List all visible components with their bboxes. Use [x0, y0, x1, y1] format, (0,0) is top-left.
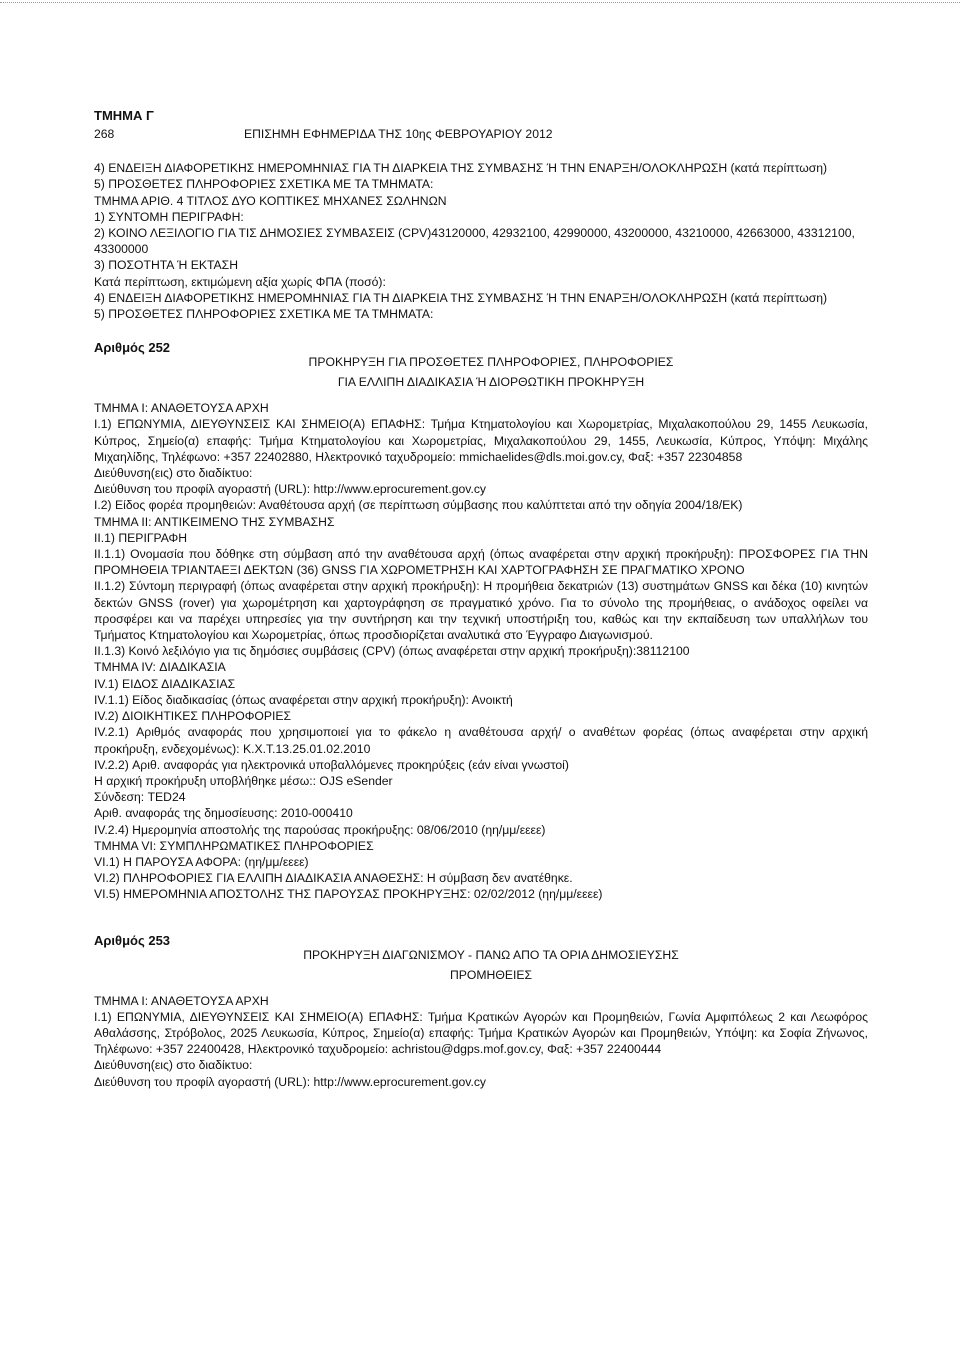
gazette-title: ΕΠΙΣΗΜΗ ΕΦΗΜΕΡΙΔΑ ΤΗΣ 10ης ΦΕΒΡΟΥΑΡΙΟΥ 2012 — [244, 127, 553, 142]
notice-title-line: ΠΡΟΚΗΡΥΞΗ ΔΙΑΓΩΝΙΣΜΟΥ - ΠΑΝΩ ΑΠΟ ΤΑ ΟΡΙΑ ΔΗΜΟΣΙΕΥΣΗΣ — [303, 947, 679, 962]
text-line: Διεύθυνση του προφίλ αγοραστή (URL): http://www.eprocurement.gov.cy — [94, 482, 487, 497]
text-line: ΙΙ.1.3) Κοινό λεξιλόγιο για τις δημόσιες συμβάσεις (CPV) (όπως αναφέρεται στην αρχική προκήρυξη):38112100 — [94, 644, 690, 659]
notice-252-header — [94, 340, 868, 394]
text-line: ΤΜΗΜΑ IV: ΔΙΑΔΙΚΑΣΙΑ — [94, 660, 226, 675]
text-line: ΤΜΗΜΑ ΑΡΙΘ. 4 ΤΙΤΛΟΣ ΔΥΟ ΚΟΠΤΙΚΕΣ ΜΗΧΑΝΕΣ ΣΩΛΗΝΩΝ — [94, 193, 447, 208]
text-line: ΙΙ.1.2) Σύντομη περιγραφή (όπως αναφέρεται στην αρχική προκήρυξη): Η προμήθεια δεκατριών (13) συστημάτων GNSS και δέκα (10) κινητών δεκτών GNSS (rover) για χωρομέτρηση και χαρτογράφηση σε πραγματικό χρόνο. Για το σύνολο της προμήθειας, ο ανάδοχος οφείλει να προσφέρει και να παρέχει υπηρεσίες για την συντήρηση και την τεχνική υποστήριξη του, καθώς και την εκπαίδευση των υπαλλήλων του Τμήματος Κτηματολογίου και Χωρομετρίας, όπως προσδιορίζεται αναλυτικά στο Έγγραφο Διαγωνισμού. — [94, 579, 868, 643]
gazette-page — [94, 108, 868, 1090]
section-label: ΤΜΗΜΑ Γ — [94, 108, 154, 123]
notice-number: Αριθμός 252 — [94, 340, 171, 356]
text-line: Διεύθυνση(εις) στο διαδίκτυο: — [94, 1058, 253, 1073]
text-line: Σύνδεση: TED24 — [94, 790, 186, 805]
text-line: Αριθ. αναφοράς της δημοσίευσης: 2010-000410 — [94, 806, 353, 821]
text-line: 2) ΚΟΙΝΟ ΛΕΞΙΛΟΓΙΟ ΓΙΑ ΤΙΣ ΔΗΜΟΣΙΕΣ ΣΥΜΒΑΣΕΙΣ (CPV)43120000, 42932100, 42990000, 43200000, 43210000, 42663000, 43312100, 43300000 — [94, 226, 855, 257]
text-line: 5) ΠΡΟΣΘΕΤΕΣ ΠΛΗΡΟΦΟΡΙΕΣ ΣΧΕΤΙΚΑ ΜΕ ΤΑ ΤΜΗΜΑΤΑ: — [94, 177, 434, 192]
text-line: Ι.1) ΕΠΩΝΥΜΙΑ, ΔΙΕΥΘΥΝΣΕΙΣ ΚΑΙ ΣΗΜΕΙΟ(Α) ΕΠΑΦΗΣ: Τμήμα Κρατικών Αγορών και Προμηθειών, Γωνία Αμφιπόλεως 2 και Λεωφόρος Αθαλάσσης, Στρόβολος, 2025 Λευκωσία, Κύπρος, Σημείο(α) επαφής: Τμήμα Κρατικών Αγορών και Προμηθειών, Υπόψη: κα Σοφία Ζήνωνος, Τηλέφωνο: +357 22400428, Ηλεκτρονικό ταχυδρομείο: achristou@dgps.mof.gov.cy, Φαξ: +357 22400444 — [94, 1009, 868, 1057]
text-line: IV.1.1) Είδος διαδικασίας (όπως αναφέρεται στην αρχική προκήρυξη): Ανοικτή — [94, 692, 513, 707]
text-line: ΤΜΗΜΑ Ι: ΑΝΑΘΕΤΟΥΣΑ ΑΡΧΗ — [94, 401, 269, 416]
notice-title-line: ΠΡΟΜΗΘΕΙΕΣ — [449, 967, 533, 982]
text-line: 3) ΠΟΣΟΤΗΤΑ Ή ΕΚΤΑΣΗ — [94, 258, 239, 273]
notice-number: Αριθμός 253 — [94, 932, 171, 948]
scan-edge-artifact — [0, 2, 960, 7]
notice-title-line: ΠΡΟΚΗΡΥΞΗ ΓΙΑ ΠΡΟΣΘΕΤΕΣ ΠΛΗΡΟΦΟΡΙΕΣ, ΠΛΗΡΟΦΟΡΙΕΣ — [308, 355, 674, 370]
notice-252-body — [94, 400, 868, 902]
text-line: 1) ΣΥΝΤΟΜΗ ΠΕΡΙΓΡΑΦΗ: — [94, 209, 244, 224]
text-line: ΤΜΗΜΑ ΙΙ: ΑΝΤΙΚΕΙΜΕΝΟ ΤΗΣ ΣΥΜΒΑΣΗΣ — [94, 514, 335, 529]
text-line: VI.5) ΗΜΕΡΟΜΗΝΙΑ ΑΠΟΣΤΟΛΗΣ ΤΗΣ ΠΑΡΟΥΣΑΣ ΠΡΟΚΗΡΥΞΗΣ: 02/02/2012 (ηη/μμ/εεεε) — [94, 887, 603, 902]
text-line: 4) ΕΝΔΕΙΞΗ ΔΙΑΦΟΡΕΤΙΚΗΣ ΗΜΕΡΟΜΗΝΙΑΣ ΓΙΑ ΤΗ ΔΙΑΡΚΕΙΑ ΤΗΣ ΣΥΜΒΑΣΗΣ Ή ΤΗΝ ΕΝΑΡΞΗ/ΟΛΟΚΛΗΡΩΣΗ (κατά περίπτωση) — [94, 161, 828, 176]
notice-253-header — [94, 933, 868, 987]
page-header — [94, 126, 868, 144]
text-line: ΙΙ.1.1) Ονομασία που δόθηκε στη σύμβαση από την αναθέτουσα αρχή (όπως αναφέρεται στην αρχική προκήρυξη): ΠΡΟΣΦΟΡΕΣ ΓΙΑ ΤΗΝ ΠΡΟΜΗΘΕΙΑ ΤΡΙΑΝΤΑΕΞΙ ΔΕΚΤΩΝ (36) GNSS ΓΙΑ ΧΩΡΟΜΕΤΡΗΣΗ ΚΑΙ ΧΑΡΤΟΓΡΑΦΗΣΗ ΣΕ ΠΡΑΓΜΑΤΙΚΟ ΧΡΟΝΟ — [94, 547, 868, 578]
text-line: Διεύθυνση του προφίλ αγοραστή (URL): http://www.eprocurement.gov.cy — [94, 1074, 487, 1089]
text-line: Ι.2) Είδος φορέα προμηθειών: Αναθέτουσα αρχή (σε περίπτωση σύμβασης που καλύπτεται από την οδηγία 2004/18/ΕΚ) — [94, 498, 743, 513]
page-number: 268 — [94, 127, 115, 142]
text-line: Κατά περίπτωση, εκτιμώμενη αξία χωρίς ΦΠΑ (ποσό): — [94, 274, 386, 289]
text-line: IV.2.4) Ημερομηνία αποστολής της παρούσας προκήρυξης: 08/06/2010 (ηη/μμ/εεεε) — [94, 822, 546, 837]
notice-253-body — [94, 993, 868, 1090]
text-line: VI.1) Η ΠΑΡΟΥΣΑ ΑΦΟΡΑ: (ηη/μμ/εεεε) — [94, 854, 309, 869]
text-line: Διεύθυνση(εις) στο διαδίκτυο: — [94, 466, 253, 481]
text-line: Ι.1) ΕΠΩΝΥΜΙΑ, ΔΙΕΥΘΥΝΣΕΙΣ ΚΑΙ ΣΗΜΕΙΟ(Α) ΕΠΑΦΗΣ: Τμήμα Κτηματολογίου και Χωρομετρίας, Μιχαλακοπούλου 29, 1455 Λευκωσία, Κύπρος, Σημείο(α) επαφής: Τμήμα Κτηματολογίου και Χωρομετρίας, Μιχαλακοπούλου 29, 1455, Λευκωσία, Κύπρος, Υπόψη: Μιχάλης Μιχαηλίδης, Τηλέφωνο: +357 22402880, Ηλεκτρονικό ταχυδρομείο: mmichaelides@dls.moi.gov.cy, Φαξ: +357 22304858 — [94, 417, 868, 464]
text-line: ΙΙ.1) ΠΕΡΙΓΡΑΦΗ — [94, 530, 188, 545]
text-line: ΤΜΗΜΑ VI: ΣΥΜΠΛΗΡΩΜΑΤΙΚΕΣ ΠΛΗΡΟΦΟΡΙΕΣ — [94, 838, 374, 853]
text-line: 5) ΠΡΟΣΘΕΤΕΣ ΠΛΗΡΟΦΟΡΙΕΣ ΣΧΕΤΙΚΑ ΜΕ ΤΑ ΤΜΗΜΑΤΑ: — [94, 307, 434, 322]
notice-title-line: ΓΙΑ ΕΛΛΙΠΗ ΔΙΑΔΙΚΑΣΙΑ Ή ΔΙΟΡΘΩΤΙΚΗ ΠΡΟΚΗΡΥΞΗ — [337, 375, 645, 390]
text-line: 4) ΕΝΔΕΙΞΗ ΔΙΑΦΟΡΕΤΙΚΗΣ ΗΜΕΡΟΜΗΝΙΑΣ ΓΙΑ ΤΗ ΔΙΑΡΚΕΙΑ ΤΗΣ ΣΥΜΒΑΣΗΣ Ή ΤΗΝ ΕΝΑΡΞΗ/ΟΛΟΚΛΗΡΩΣΗ (κατά περίπτωση) — [94, 290, 828, 305]
text-line: Η αρχική προκήρυξη υποβλήθηκε μέσω:: OJS eSender — [94, 773, 393, 788]
previous-notice-tail — [94, 160, 868, 322]
text-line: IV.2.1) Αριθμός αναφοράς που χρησιμοποιεί για το φάκελο η αναθέτουσα αρχή/ ο αναθέτων φορέας (όπως αναφέρεται στην αρχική προκήρυξη, ενδεχομένως): Κ.Χ.Τ.13.25.01.02.2010 — [94, 725, 868, 756]
text-line: ΤΜΗΜΑ Ι: ΑΝΑΘΕΤΟΥΣΑ ΑΡΧΗ — [94, 993, 269, 1008]
text-line: IV.2) ΔΙΟΙΚΗΤΙΚΕΣ ΠΛΗΡΟΦΟΡΙΕΣ — [94, 709, 292, 724]
text-line: IV.2.2) Αριθ. αναφοράς για ηλεκτρονικά υποβαλλόμενες προκηρύξεις (εάν είναι γνωστοί) — [94, 757, 569, 772]
text-line: VI.2) ΠΛΗΡΟΦΟΡΙΕΣ ΓΙΑ ΕΛΛΙΠΗ ΔΙΑΔΙΚΑΣΙΑ ΑΝΑΘΕΣΗΣ: Η σύμβαση δεν ανατέθηκε. — [94, 871, 573, 886]
text-line: IV.1) ΕΙΔΟΣ ΔΙΑΔΙΚΑΣΙΑΣ — [94, 676, 236, 691]
